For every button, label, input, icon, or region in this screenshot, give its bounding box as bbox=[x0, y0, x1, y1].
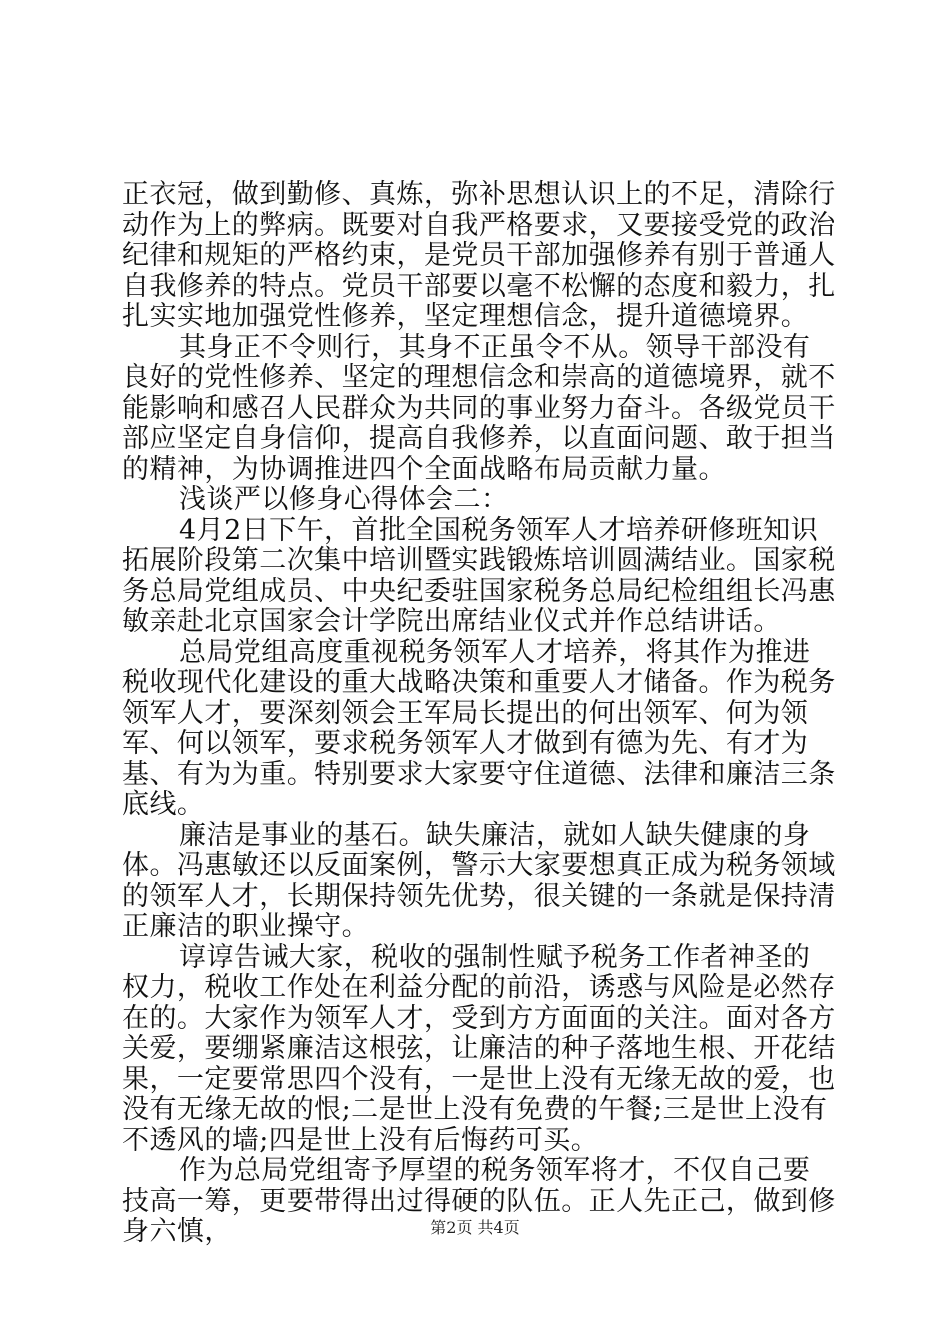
paragraph: 正衣冠，做到勤修、真炼，弥补思想认识上的不足，清除行动作为上的弊病。既要对自我严格要求，又要接受党的政治纪律和规矩的严格约束，是党员干部加强修养有别于普通人自我修养的特点。党员干部要以毫不松懈的态度和毅力，扎扎实实地加强党性修养，坚定理想信念，提升道德境界。 bbox=[122, 179, 836, 332]
paragraph: 谆谆告诫大家，税收的强制性赋予税务工作者神圣的权力，税收工作处在利益分配的前沿，诱惑与风险是必然存在的。大家作为领军人才，受到方方面面的关注。面对各方关爱，要绷紧廉洁这根弦，让廉洁的种子落地生根、开花结果，一定要常思四个没有，一是世上没有无缘无故的爱，也没有无缘无故的恨;二是世上没有免费的午餐;三是世上没有不透风的墙;四是世上没有后悔药可买。 bbox=[122, 941, 836, 1156]
document-body bbox=[122, 180, 837, 1248]
paragraph: 廉洁是事业的基石。缺失廉洁，就如人缺失健康的身体。冯惠敏还以反面案例，警示大家要想真正成为税务领域的领军人才，长期保持领先优势，很关键的一条就是保持清正廉洁的职业操守。 bbox=[122, 819, 836, 942]
section-heading: 浅谈严以修身心得体会二： bbox=[179, 484, 509, 515]
paragraph: 总局党组高度重视税务领军人才培养，将其作为推进税收现代化建设的重大战略决策和重要人才储备。作为税务领军人才，要深刻领会王军局长提出的何出领军、何为领军、何以领军，要求税务领军人才做到有德为先、有才为基、有为为重。特别要求大家要守住道德、法律和廉洁三条底线。 bbox=[122, 636, 836, 820]
paragraph: 4月2日下午，首批全国税务领军人才培养研修班知识拓展阶段第二次集中培训暨实践锻炼培训圆满结业。国家税务总局党组成员、中央纪委驻国家税务总局纪检组组长冯惠敏亲赴北京国家会计学院出席结业仪式并作总结讲话。 bbox=[122, 514, 836, 637]
paragraph: 其身正不令则行，其身不正虽令不从。领导干部没有良好的党性修养、坚定的理想信念和崇高的道德境界，就不能影响和感召人民群众为共同的事业努力奋斗。各级党员干部应坚定自身信仰，提高自我修养，以直面问题、敢于担当的精神，为协调推进四个全面战略布局贡献力量。 bbox=[122, 331, 836, 485]
page-number-footer: 第2页 共4页 bbox=[430, 1218, 520, 1237]
paragraph: 作为总局党组寄予厚望的税务领军将才，不仅自己要技高一筹，更要带得出过得硬的队伍。正人先正己，做到修身六慎， bbox=[122, 1155, 836, 1247]
